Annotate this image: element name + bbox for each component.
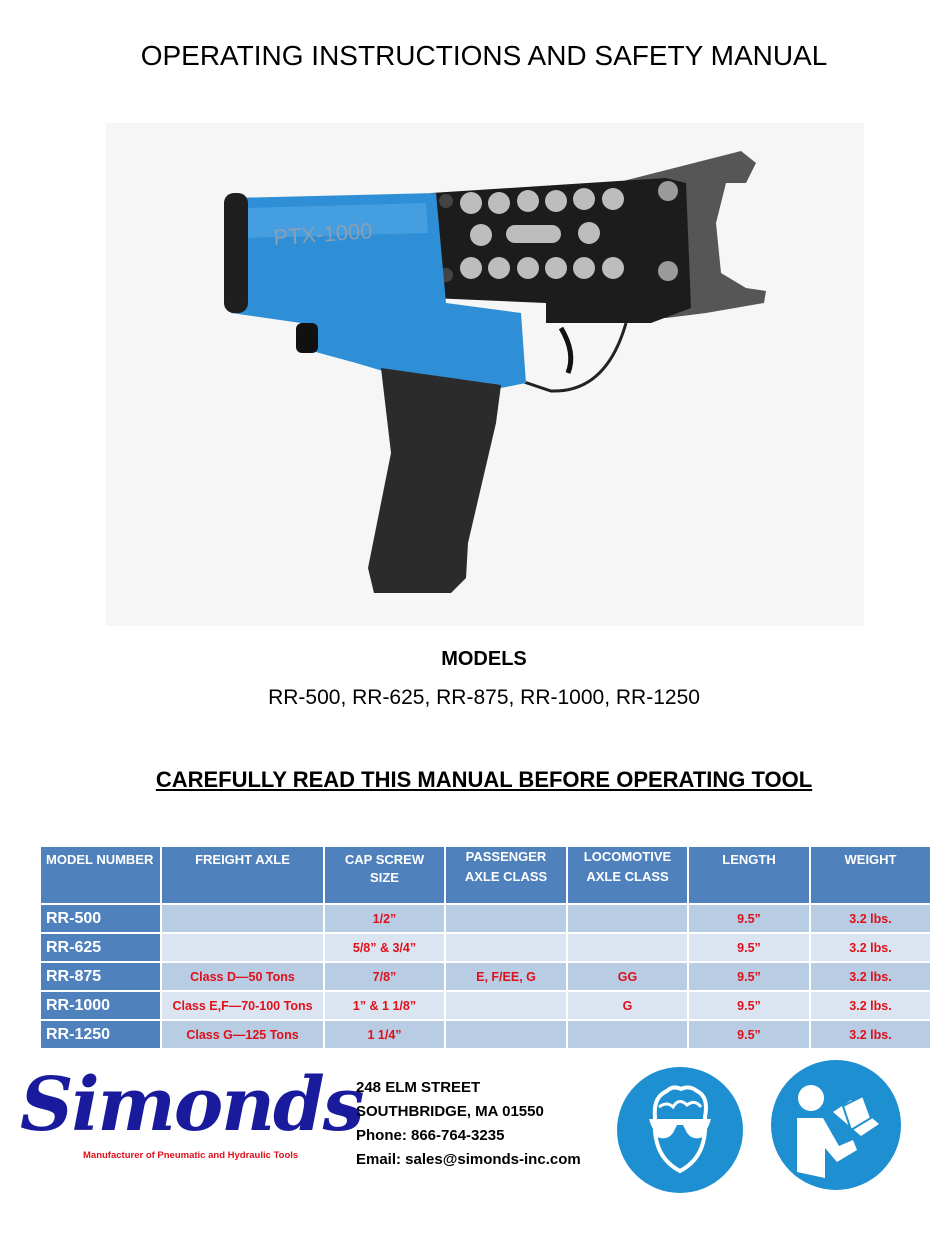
header-weight: WEIGHT bbox=[810, 846, 931, 904]
models-list: RR-500, RR-625, RR-875, RR-1000, RR-1250 bbox=[268, 686, 700, 709]
tool-photo bbox=[106, 123, 864, 626]
cell-length: 9.5” bbox=[688, 962, 810, 991]
cell-cap-screw: 1 1/4” bbox=[324, 1020, 445, 1049]
cell-model: RR-1000 bbox=[40, 991, 161, 1020]
cell-locomotive bbox=[567, 904, 688, 933]
header-locomotive-axle-class: LOCOMOTIVE AXLE CLASS bbox=[567, 846, 688, 904]
address-city: SOUTHBRIDGE, MA 01550 bbox=[356, 1103, 544, 1120]
cell-freight bbox=[161, 904, 324, 933]
cell-cap-screw: 1/2” bbox=[324, 904, 445, 933]
cell-freight: Class D—50 Tons bbox=[161, 962, 324, 991]
read-manual-warning: CAREFULLY READ THIS MANUAL BEFORE OPERATING TOOL bbox=[155, 767, 813, 792]
cell-weight: 3.2 lbs. bbox=[810, 962, 931, 991]
cell-cap-screw: 1” & 1 1/8” bbox=[324, 991, 445, 1020]
cell-weight: 3.2 lbs. bbox=[810, 904, 931, 933]
read-manual-icon bbox=[771, 1060, 901, 1190]
spec-table-header bbox=[40, 846, 931, 904]
cell-passenger bbox=[445, 933, 567, 962]
models-heading: MODELS bbox=[441, 648, 527, 670]
cell-freight: Class G—125 Tons bbox=[161, 1020, 324, 1049]
cell-weight: 3.2 lbs. bbox=[810, 1020, 931, 1049]
cell-freight: Class E,F—70-100 Tons bbox=[161, 991, 324, 1020]
cell-length: 9.5” bbox=[688, 904, 810, 933]
cell-length: 9.5” bbox=[688, 1020, 810, 1049]
address-email: Email: sales@simonds-inc.com bbox=[356, 1151, 581, 1168]
simonds-logo bbox=[20, 1062, 363, 1170]
cell-model: RR-1250 bbox=[40, 1020, 161, 1049]
table-row bbox=[40, 933, 931, 962]
spec-table bbox=[39, 845, 932, 1050]
header-freight-axle: FREIGHT AXLE bbox=[161, 846, 324, 904]
cell-passenger bbox=[445, 904, 567, 933]
cell-weight: 3.2 lbs. bbox=[810, 991, 931, 1020]
logo-tagline: Manufacturer of Pneumatic and Hydraulic Tools bbox=[83, 1150, 299, 1161]
cell-length: 9.5” bbox=[688, 933, 810, 962]
tool-illustration bbox=[106, 123, 864, 626]
cell-model: RR-625 bbox=[40, 933, 161, 962]
cell-locomotive bbox=[567, 933, 688, 962]
cell-locomotive: G bbox=[567, 991, 688, 1020]
cell-passenger bbox=[445, 1020, 567, 1049]
cell-cap-screw: 5/8” & 3/4” bbox=[324, 933, 445, 962]
logo-wordmark: Simonds bbox=[20, 1062, 363, 1148]
company-address bbox=[356, 1076, 581, 1172]
table-row bbox=[40, 904, 931, 933]
cell-cap-screw: 7/8” bbox=[324, 962, 445, 991]
cell-length: 9.5” bbox=[688, 991, 810, 1020]
cell-passenger: E, F/EE, G bbox=[445, 962, 567, 991]
header-length: LENGTH bbox=[688, 846, 810, 904]
cell-passenger bbox=[445, 991, 567, 1020]
cell-freight bbox=[161, 933, 324, 962]
table-row bbox=[40, 962, 931, 991]
address-phone: Phone: 866-764-3235 bbox=[356, 1127, 505, 1144]
header-model-number: MODEL NUMBER bbox=[40, 846, 161, 904]
header-cap-screw-size: CAP SCREW SIZE bbox=[324, 846, 445, 904]
document-title: OPERATING INSTRUCTIONS AND SAFETY MANUAL bbox=[140, 40, 828, 71]
wear-eye-protection-icon bbox=[617, 1067, 743, 1193]
table-row bbox=[40, 1020, 931, 1049]
table-row bbox=[40, 991, 931, 1020]
cell-locomotive: GG bbox=[567, 962, 688, 991]
engraving-text: PTX-1000 bbox=[272, 218, 374, 250]
cell-weight: 3.2 lbs. bbox=[810, 933, 931, 962]
address-street: 248 ELM STREET bbox=[356, 1079, 481, 1096]
cell-model: RR-500 bbox=[40, 904, 161, 933]
cell-locomotive bbox=[567, 1020, 688, 1049]
header-passenger-axle-class: PASSENGER AXLE CLASS bbox=[445, 846, 567, 904]
cell-model: RR-875 bbox=[40, 962, 161, 991]
